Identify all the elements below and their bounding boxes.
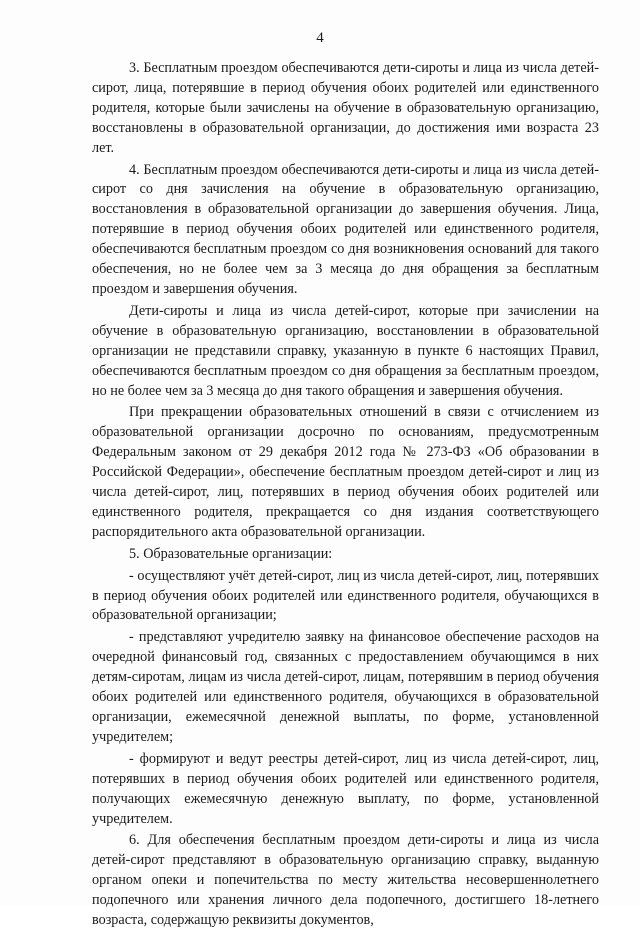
list-item-accounting: - осуществляют учёт детей-сирот, лиц из числа детей-сирот, лиц, потерявших в период обучения обоих родителей или единственного родителя, обучающихся в образовательной организации; xyxy=(92,567,599,624)
list-item-registers: - формируют и ведут реестры детей-сирот, лиц из числа детей-сирот, лиц, потерявших в период обучения обоих родителей или единственного родителя, получающих ежемесячную денежную выплату, по форме, установленной учредителем. xyxy=(92,750,599,827)
paragraph-item-4: 4. Бесплатным проездом обеспечиваются дети-сироты и лица из числа детей-сирот со дня зачисления на обучение в образовательную организацию, восстановления в образовательной организации до завершения обучения. Лица, потерявшие в период обучения обоих родителей или единственного родителя, обеспечиваются бесплатным проездом со дня возникновения оснований для такого обеспечения, но не более чем за 3 месяца до дня обращения за бесплатным проездом и завершения обучения. xyxy=(92,161,599,297)
paragraph-item-5-heading: 5. Образовательные организации: xyxy=(129,545,333,562)
document-body xyxy=(92,59,599,933)
page-number: 4 xyxy=(316,30,324,46)
paragraph-item-3: 3. Бесплатным проездом обеспечиваются дети-сироты и лица из числа детей-сирот, лица, потерявшие в период обучения обоих родителей или единственного родителя, которые были зачислены на обучение в образовательную организацию, восстановлены в образовательной организации, до достижения ими возраста 23 лет. xyxy=(92,60,599,156)
list-item-funding-request: - представляют учредителю заявку на финансовое обеспечение расходов на очередной финансовый год, связанных с предоставлением обучающимся в них детям-сиротам, лицам из числа детей-сирот, лицам, потерявшим в период обучения обоих родителей или единственного родителя, обучающихся в образовательной организации, ежемесячной денежной выплаты, по форме, установленной учредителем; xyxy=(92,629,599,745)
paragraph-no-certificate: Дети-сироты и лица из числа детей-сирот, которые при зачислении на обучение в образовательную организацию, восстановлении в образовательной организации не представили справку, указанную в пункте 6 настоящих Правил, обеспечиваются бесплатным проездом со дня обращения за бесплатным проездом, но не более чем за 3 месяца до дня такого обращения и завершения обучения. xyxy=(92,302,599,399)
paragraph-termination: При прекращении образовательных отношений в связи с отчислением из образовательной организации досрочно по основаниям, предусмотренным Федеральным законом от 29 декабря 2012 года № 273-ФЗ «Об образовании в Российской Федерации», обеспечение бесплатным проездом детей-сирот и лиц из числа детей-сирот, лиц, потерявших в период обучения обоих родителей или единственного родителя, прекращается со дня издания соответствующего распорядительного акта образовательной организации. xyxy=(92,404,599,540)
paragraph-item-6: 6. Для обеспечения бесплатным проездом дети-сироты и лица из числа детей-сирот представляют в образовательную организацию справку, выданную органом опеки и попечительства по месту жительства несовершеннолетнего подопечного или хранения личного дела подопечного, достигшего 18-летнего возраста, содержащую реквизиты документов, xyxy=(92,832,599,929)
